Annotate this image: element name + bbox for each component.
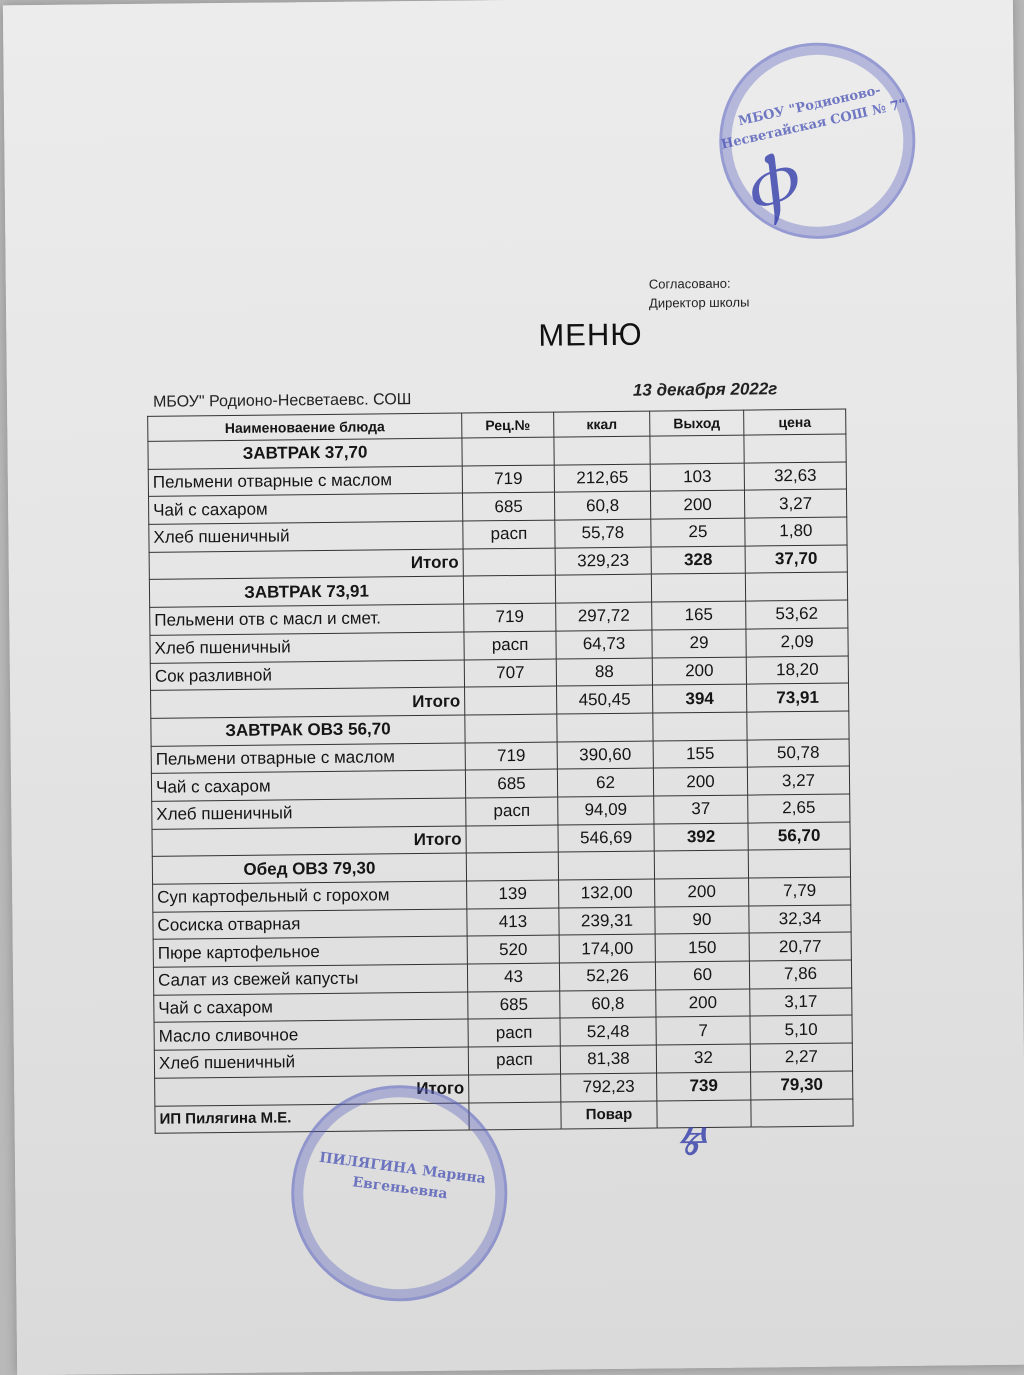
menu-document [3,0,1024,1375]
footer-row [155,1098,853,1133]
kcal: 94,09 [558,796,654,825]
output: 29 [652,629,746,658]
price: 1,80 [745,517,847,546]
price: 20,77 [749,932,851,961]
recipe-no: 719 [464,603,556,632]
total-price: 73,91 [747,683,849,712]
recipe-no: 43 [467,963,559,992]
school-stamp [700,24,934,258]
output: 150 [655,933,749,962]
price: 32,63 [744,462,846,491]
output: 25 [651,518,745,547]
dish-name: Салат из свежей капусты [153,964,467,995]
output: 200 [656,989,750,1018]
kcal: 88 [556,658,652,687]
dish-name: Пельмени отв с масл и смет. [150,604,464,635]
price: 3,27 [744,489,846,518]
dish-name: Хлеб пшеничный [150,632,464,663]
total-kcal: 792,23 [561,1073,657,1102]
recipe-no: 139 [467,880,559,909]
recipe-no: 719 [462,465,554,494]
kcal: 390,60 [557,741,653,770]
recipe-no: расп [463,520,555,549]
total-price: 79,30 [751,1071,853,1100]
ip-stamp-text: ПИЛЯГИНА Марина Евгеньевна [318,1149,487,1203]
column-header: Выход [650,410,744,436]
kcal: 60,8 [554,491,650,520]
menu-date: 13 декабря 2022г [632,379,778,400]
output: 32 [656,1044,750,1073]
total-kcal: 329,23 [555,547,651,576]
total-output: 328 [651,546,745,575]
school-name: МБОУ" Родионо-Несветаевс. СОШ [152,391,412,411]
kcal: 81,38 [560,1045,656,1074]
price: 53,62 [746,600,848,629]
total-kcal: 450,45 [557,685,653,714]
price: 32,34 [749,905,851,934]
output: 90 [655,906,749,935]
section-title: Обед ОВЗ 79,30 [152,853,466,884]
kcal: 174,00 [559,934,655,963]
recipe-no: расп [464,631,556,660]
price: 2,27 [750,1043,852,1072]
dish-name: Чай с сахаром [151,770,465,801]
kcal: 60,8 [560,990,656,1019]
dish-name: Хлеб пшеничный [152,798,466,829]
kcal: 297,72 [556,602,652,631]
section-title: ЗАВТРАК ОВЗ 56,70 [151,715,465,746]
recipe-no: расп [468,1046,560,1075]
kcal: 55,78 [555,519,651,548]
price: 50,78 [747,739,849,768]
output: 200 [653,767,747,796]
recipe-no: 413 [467,908,559,937]
approved-label: Согласовано: [648,275,731,292]
approval-block [649,274,750,313]
recipe-no: 685 [465,769,557,798]
school-stamp-text: МБОУ "Родионово-Несветайская СОШ № 7" [719,82,908,153]
page-title: МЕНЮ [538,316,643,353]
price: 2,65 [748,794,850,823]
kcal: 64,73 [556,630,652,659]
output: 7 [656,1016,750,1045]
kcal: 52,48 [560,1017,656,1046]
dish-name: Сосиска отварная [153,909,467,940]
column-header: ккал [554,411,650,437]
recipe-no: расп [468,1018,560,1047]
dish-name: Суп картофельный с горохом [153,881,467,912]
cook-label: Повар [561,1101,657,1130]
output: 165 [652,601,746,630]
dish-name: Пельмени отварные с маслом [148,466,462,497]
section-title: ЗАВТРАК 37,70 [148,438,462,469]
total-price: 37,70 [745,545,847,574]
director-signature: Ⲫ [729,140,809,237]
recipe-no: 685 [462,492,554,521]
output: 60 [655,961,749,990]
dish-name: Масло сливочное [154,1019,468,1050]
output: 37 [654,795,748,824]
recipe-no: 707 [464,659,556,688]
price: 2,09 [746,628,848,657]
dish-name: Чай с сахаром [154,992,468,1023]
dish-name: Чай с сахаром [149,493,463,524]
kcal: 239,31 [559,907,655,936]
dish-name: Хлеб пшеничный [149,521,463,552]
total-label: Итого [151,687,465,718]
output: 200 [655,878,749,907]
kcal: 212,65 [554,464,650,493]
price: 3,27 [747,766,849,795]
recipe-no: расп [466,797,558,826]
dish-name: Пельмени отварные с маслом [151,743,465,774]
dish-name: Пюре картофельное [153,936,467,967]
total-label: Итого [149,549,463,580]
director-label: Директор школы [648,294,750,311]
output: 103 [650,463,744,492]
recipe-no: 685 [468,991,560,1020]
menu-body [148,434,853,1133]
menu-table [147,409,853,1134]
total-label: Итого [152,826,466,857]
price: 3,17 [750,988,852,1017]
total-output: 739 [657,1072,751,1101]
price: 5,10 [750,1015,852,1044]
total-output: 392 [654,823,748,852]
total-output: 394 [653,684,747,713]
recipe-no: 520 [467,935,559,964]
column-header: Рец.№ [462,412,554,438]
cook-signature: Ⱍ [674,1116,707,1166]
price: 7,79 [749,877,851,906]
dish-name: Хлеб пшеничный [154,1047,468,1078]
total-kcal: 546,69 [558,824,654,853]
supplier-name: ИП Пилягина М.Е. [155,1103,469,1134]
column-header: Наименоваение блюда [148,413,462,441]
column-header: цена [744,409,846,435]
output: 155 [653,740,747,769]
kcal: 132,00 [559,879,655,908]
output: 200 [652,657,746,686]
dish-name: Сок разливной [150,660,464,691]
total-price: 56,70 [748,822,850,851]
price: 7,86 [749,960,851,989]
total-label: Итого [155,1075,469,1106]
price: 18,20 [746,656,848,685]
recipe-no: 719 [465,742,557,771]
kcal: 62 [557,768,653,797]
section-title: ЗАВТРАК 73,91 [149,576,463,607]
output: 200 [650,490,744,519]
kcal: 52,26 [559,962,655,991]
